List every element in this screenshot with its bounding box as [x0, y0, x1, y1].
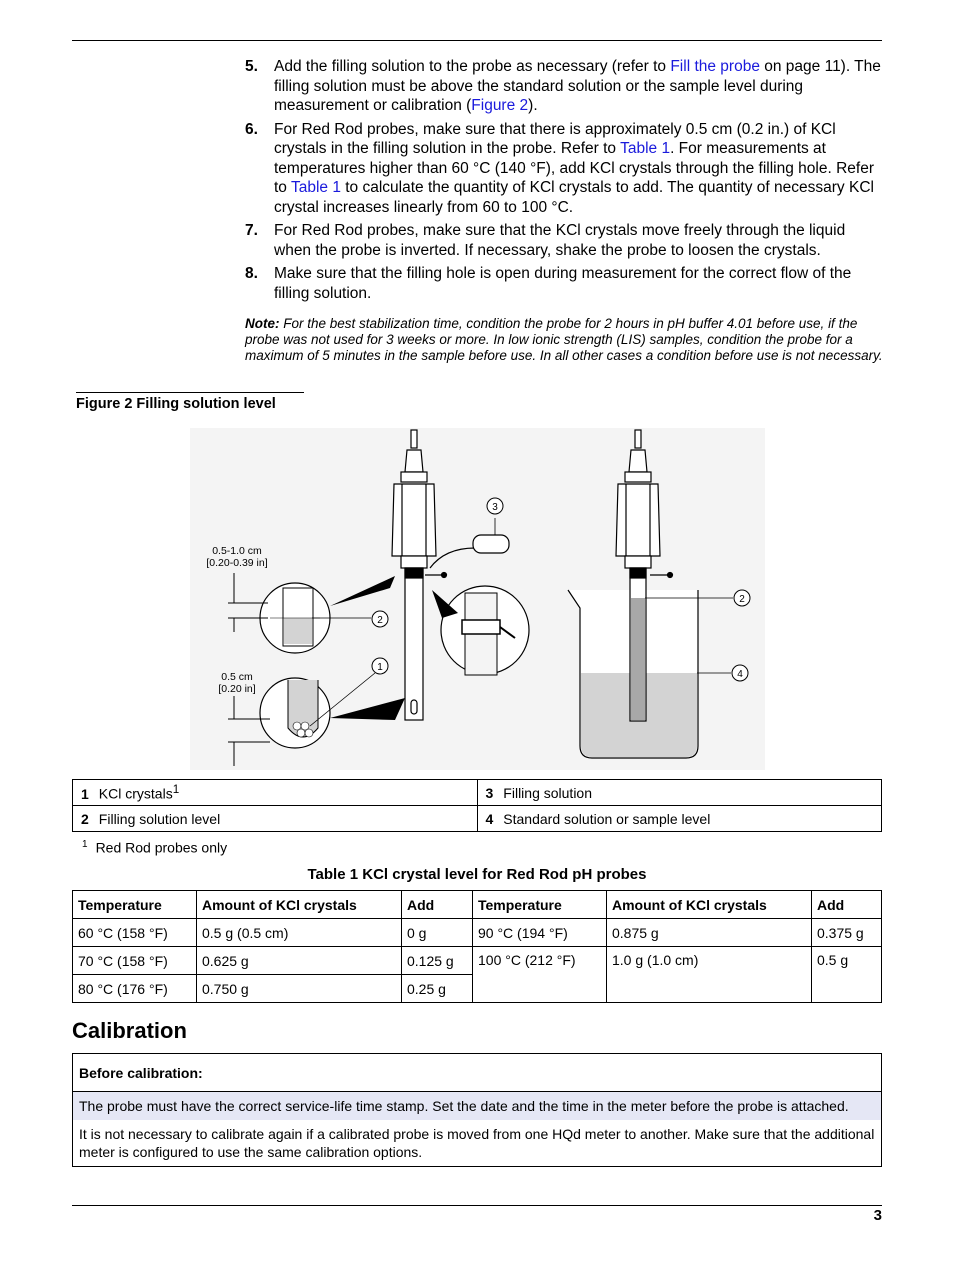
procedure-steps [245, 57, 885, 307]
step-text: on page 11). The filling solution must be above the standard solution or the sample level during measurement or calibration ( [274, 58, 881, 114]
callout-2-beaker [734, 590, 750, 606]
table-header: Add [812, 891, 882, 919]
step-7 [245, 221, 885, 260]
legend-label: Filling solution level [98, 810, 221, 827]
table-cell: 80 °C (176 °F) [73, 975, 197, 1003]
legend-cell: 2 Filling solution level [73, 806, 478, 832]
step-text: For Red Rod probes, make sure that there is approximately 0.5 cm (0.2 in.) of KCl crystals in the filling solution in the probe. Refer to [274, 120, 836, 157]
step-6 [245, 120, 885, 218]
footnote-marker: 1 [172, 783, 180, 797]
step-text: to calculate the quantity of KCl crystals to add. The quantity of necessary KCl crystal increases linearly from 60 to 100 °C. [274, 179, 874, 216]
footnote-text: Red Rod probes only [95, 839, 228, 856]
table-row [73, 919, 882, 947]
dimension-label: 0.5 cm [221, 671, 253, 683]
table-cell: 0.5 g (0.5 cm) [197, 919, 402, 947]
note [245, 316, 885, 364]
step-text: For Red Rod probes, make sure that the KCl crystals move freely through the liquid when the probe is inverted. If necessary, shake the probe to loosen the crystals. [274, 222, 846, 259]
table-header: Add [402, 891, 473, 919]
table-cell: 0.5 g [812, 947, 882, 1003]
table-header: Amount of KCl crystals [607, 891, 812, 919]
figure-legend-table [72, 779, 882, 832]
step-text: . For measurements at temperatures higher than 60 °C (140 °F), add KCl crystals through the filling hole. Refer to [274, 140, 874, 196]
box-text: It is not necessary to calibrate again if a calibrated probe is moved from one HQd meter to another. Make sure that the additional meter is configured to use the same calibration options. [73, 1120, 882, 1167]
table-cell: 100 °C (212 °F) [473, 947, 607, 1003]
table-header: Temperature [473, 891, 607, 919]
step-5 [245, 57, 885, 116]
svg-text:4: 4 [737, 669, 743, 680]
table-header: Temperature [73, 891, 197, 919]
table-cell: 1.0 g (1.0 cm) [607, 947, 812, 1003]
table-row [73, 947, 882, 975]
svg-text:1: 1 [377, 662, 383, 673]
page-number: 3 [873, 1207, 882, 1224]
table-cell: 0.750 g [197, 975, 402, 1003]
table-header: Amount of KCl crystals [197, 891, 402, 919]
table-cell: 0.25 g [402, 975, 473, 1003]
footnote-marker: 1 [82, 839, 88, 850]
callout-4 [732, 665, 748, 681]
step-number: 5. [245, 58, 258, 75]
section-heading: Calibration [72, 1018, 187, 1043]
table-cell: 70 °C (158 °F) [73, 947, 197, 975]
dimension-label: [0.20-0.39 in] [206, 557, 268, 569]
table-cell: 0.375 g [812, 919, 882, 947]
step-number: 7. [245, 222, 258, 239]
callout-2 [372, 611, 388, 627]
table-cell: 0.625 g [197, 947, 402, 975]
dimension-label: 0.5-1.0 cm [212, 545, 262, 557]
table-caption: Table 1 KCl crystal level for Red Rod pH probes [307, 866, 647, 883]
footer-rule [72, 1205, 882, 1206]
step-text: ). [528, 97, 538, 114]
table-1-link[interactable]: Table 1 [620, 140, 671, 157]
legend-cell: 3 Filling solution [477, 780, 882, 806]
table-cell: 60 °C (158 °F) [73, 919, 197, 947]
figure-2-link[interactable]: Figure 2 [471, 97, 529, 114]
figure-caption: Figure 2 Filling solution level [76, 392, 304, 412]
note-text: For the best stabilization time, condition the probe for 2 hours in pH buffer 4.01 before use, if the probe was not used for 3 weeks or more. In low ionic strength (LIS) samples, condition the probe for a maximum of 5 minutes in the sample before use. In all other cases a condition before use is not necessary. [245, 316, 883, 363]
svg-text:3: 3 [492, 502, 498, 513]
footnote [82, 839, 227, 856]
table-header-row [73, 891, 882, 919]
legend-label: Standard solution or sample level [503, 810, 711, 827]
table-1-link[interactable]: Table 1 [290, 179, 341, 196]
box-title: Before calibration: [73, 1054, 882, 1092]
dimension-label: [0.20 in] [218, 683, 256, 695]
step-8 [245, 264, 885, 303]
svg-text:2: 2 [739, 594, 745, 605]
legend-label: KCl crystals [98, 785, 173, 802]
step-number: 8. [245, 265, 258, 282]
svg-text:2: 2 [377, 615, 383, 626]
callout-3 [487, 498, 503, 514]
legend-label: Filling solution [503, 784, 593, 801]
filling-solution-figure [190, 428, 765, 770]
note-label: Note: [245, 316, 280, 331]
header-rule [72, 40, 882, 41]
box-text: The probe must have the correct service-life time stamp. Set the date and the time in the meter before the probe is attached. [73, 1092, 882, 1121]
kcl-table [72, 890, 882, 1003]
legend-cell: 1 KCl crystals$^1$ [73, 780, 478, 806]
callout-1 [372, 658, 388, 674]
before-calibration-box [72, 1053, 882, 1167]
step-text: Make sure that the filling hole is open during measurement for the correct flow of the filling solution. [274, 265, 852, 302]
table-cell: 0.875 g [607, 919, 812, 947]
fill-the-probe-link[interactable]: Fill the probe [670, 58, 760, 75]
table-cell: 0 g [402, 919, 473, 947]
step-number: 6. [245, 120, 258, 138]
table-cell: 90 °C (194 °F) [473, 919, 607, 947]
step-text: Add the filling solution to the probe as necessary (refer to [274, 58, 671, 75]
table-cell: 0.125 g [402, 947, 473, 975]
legend-cell: 4 Standard solution or sample level [477, 806, 882, 832]
